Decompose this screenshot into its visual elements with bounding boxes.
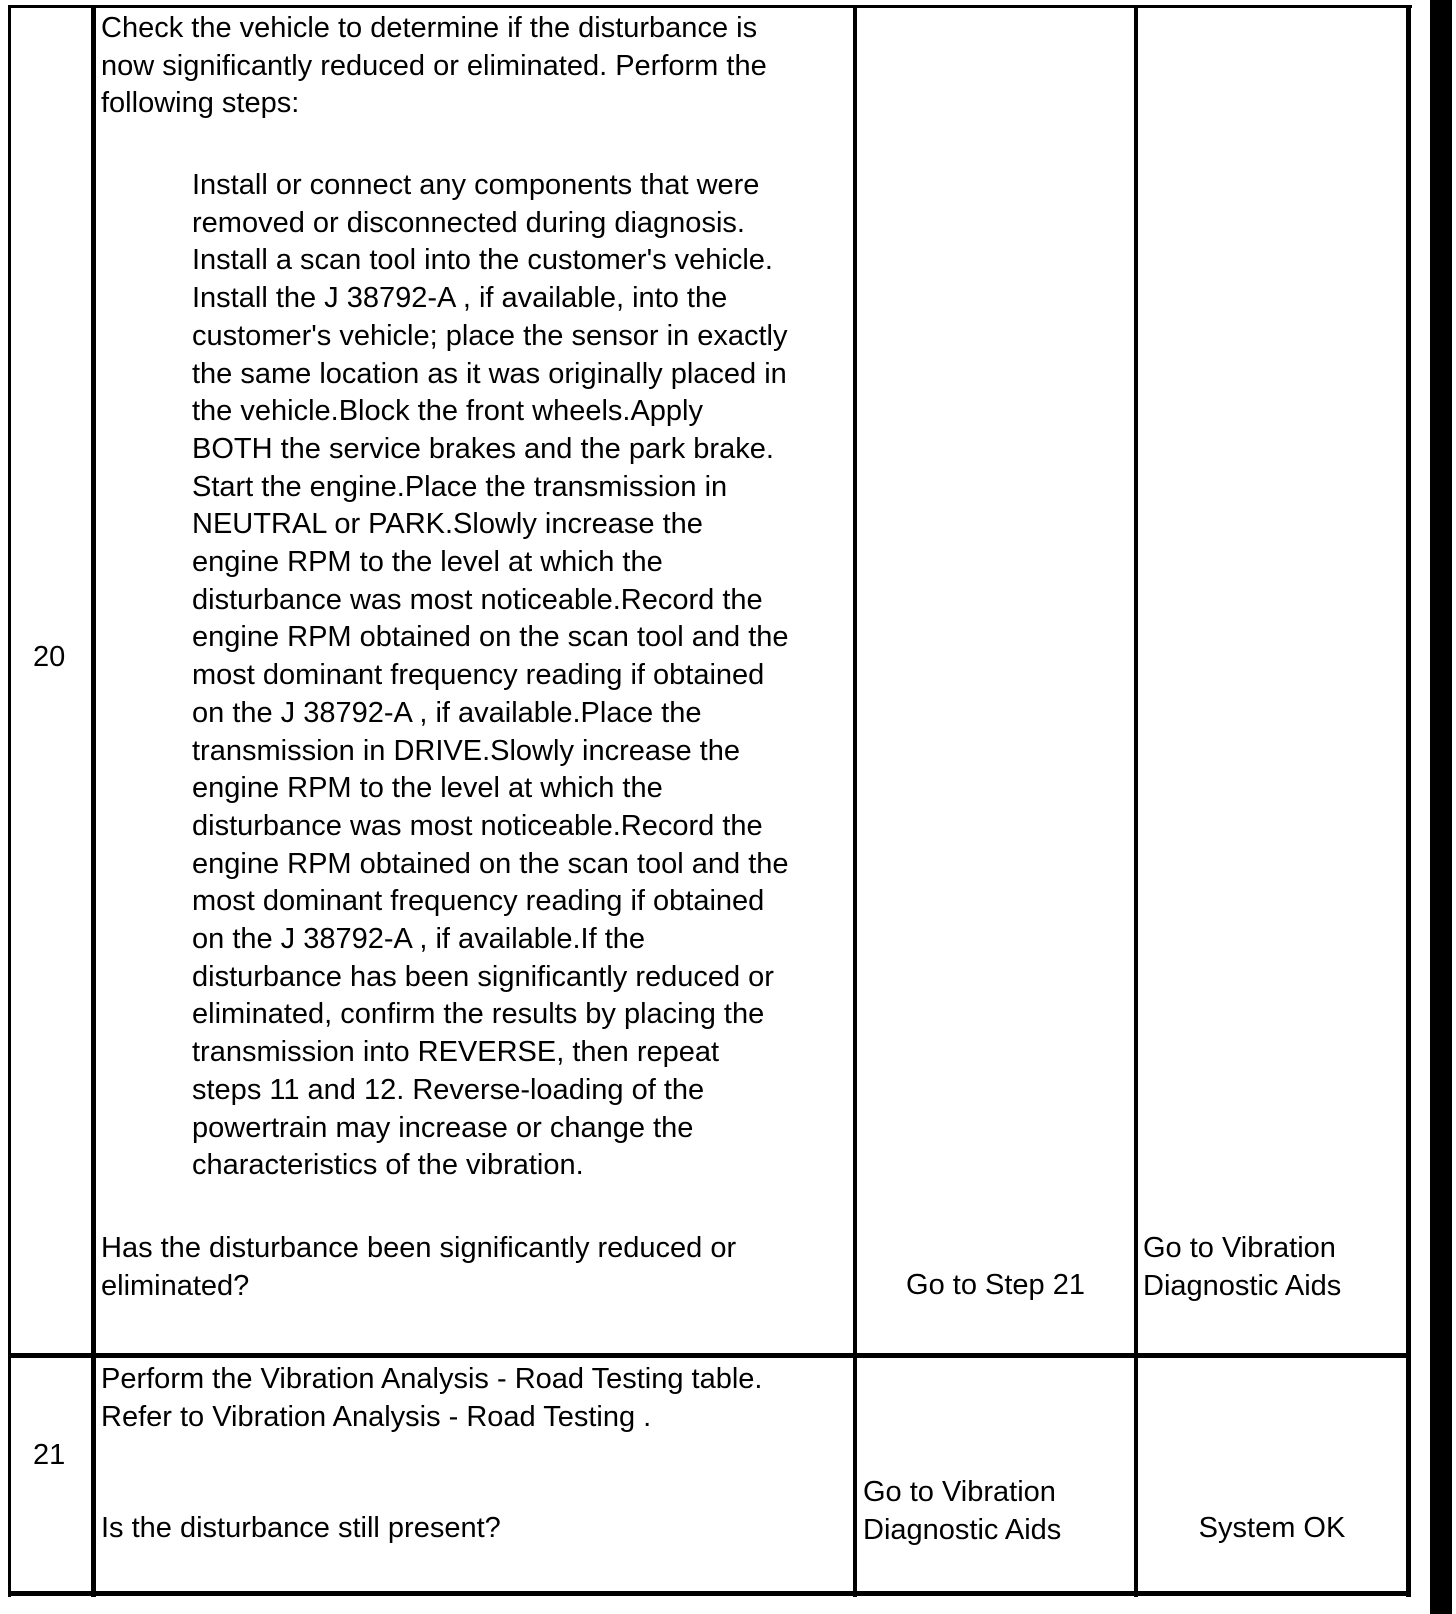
- table-border-bottom: [8, 1591, 1411, 1596]
- table-border-left: [8, 5, 11, 1597]
- column-divider-step: [91, 5, 96, 1597]
- step-instructions: Install or connect any components that were removed or disconnected during diagnosis. Install a scan tool into the customer's vehicle. Install the J 38792-A , if available, into the customer's vehicle; place the sensor in exactly the same location as it was originally placed in the vehicle.Block the front wheels.Apply BOTH the service brakes and the park brake. Start the engine.Place the transmission in NEUTRAL or PARK.Slowly increase the engine RPM to the level at which the disturbance was most noticeable.Record the engine RPM obtained on the scan tool and the most dominant frequency reading if obtained on the J 38792-A , if available.Place the transmission in DRIVE.Slowly increase the engine RPM to the level at which the disturbance was most noticeable.Record the engine RPM obtained on the scan tool and the most dominant frequency reading if obtained on the J 38792-A , if available.If the disturbance has been significantly reduced or eliminated, confirm the results by placing the transmission into REVERSE, then repeat steps 11 and 12. Reverse-loading of the powertrain may increase or change the characteristics of the vibration.: [192, 169, 789, 1182]
- step-intro: Check the vehicle to determine if the disturbance is now significantly reduced or eliminated. Perform the following steps:: [101, 12, 767, 120]
- column-divider-action: [853, 5, 857, 1597]
- page-edge-bar: [1430, 0, 1452, 1614]
- row-divider: [8, 1353, 1411, 1358]
- yes-action: Go to Vibration Diagnostic Aids: [863, 1476, 1062, 1546]
- table-border-right: [1406, 5, 1411, 1597]
- step-question: Has the disturbance been significantly reduced or eliminated?: [101, 1232, 737, 1302]
- column-divider-yes: [1134, 5, 1138, 1597]
- no-action: System OK: [1198, 1512, 1346, 1544]
- step-number: 20: [33, 641, 66, 673]
- step-number: 21: [33, 1439, 66, 1471]
- no-action: Go to Vibration Diagnostic Aids: [1143, 1232, 1342, 1302]
- yes-action: Go to Step 21: [906, 1269, 1085, 1301]
- step-question: Is the disturbance still present?: [101, 1512, 501, 1544]
- table-border-top: [8, 5, 1412, 8]
- step-intro: Perform the Vibration Analysis - Road Testing table. Refer to Vibration Analysis - Road Testing .: [101, 1363, 763, 1433]
